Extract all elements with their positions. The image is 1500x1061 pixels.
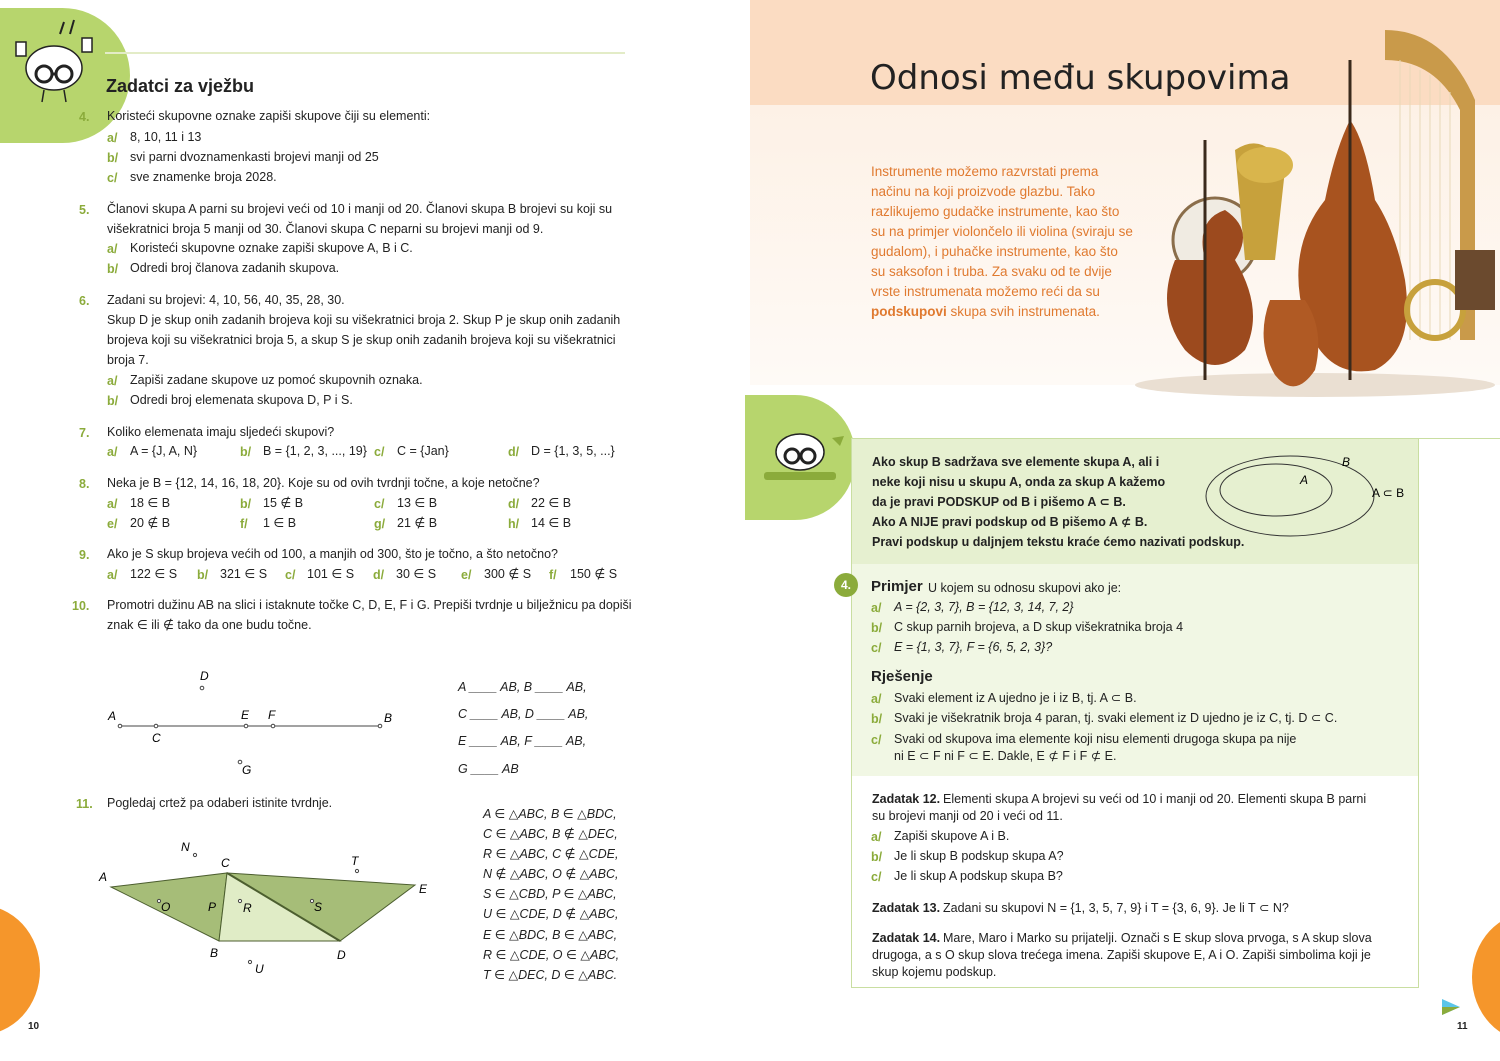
task-text: broja 7. xyxy=(107,353,149,367)
task-number: 11. xyxy=(76,797,93,811)
item-label: b/ xyxy=(871,850,883,864)
task-text: Mare, Maro i Marko su prijatelji. Označi s E skup slova prvoga, s A skup slova xyxy=(943,931,1372,945)
point-label: S xyxy=(314,900,323,914)
item-text: 1 ∈ B xyxy=(263,516,297,530)
definition-line: Ako A NIJE pravi podskup od B pišemo A ⊄ B. xyxy=(872,515,1148,529)
definition-line: neke koji nisu u skupu A, onda za skup A kažemo xyxy=(872,475,1166,489)
point-label: R xyxy=(243,901,252,915)
task-label: Zadatak 14. xyxy=(872,931,941,945)
task-text: Koristeći skupovne oznake zapiši skupove čiji su elementi: xyxy=(107,109,431,123)
item-text: B = {1, 2, 3, ..., 19} xyxy=(263,444,367,458)
orange-corner-shape-left xyxy=(0,905,40,1035)
point-label: B xyxy=(384,711,393,725)
point-label: C xyxy=(152,731,161,745)
intro-bold: podskupovi xyxy=(871,304,947,319)
item-label: a/ xyxy=(107,497,118,511)
item-label: f/ xyxy=(240,517,248,531)
statement: G ____ AB xyxy=(458,762,519,776)
point-label: A xyxy=(108,709,117,723)
statement: U ∈ △CDE, D ∉ △ABC, xyxy=(483,907,619,921)
instruments-illustration xyxy=(1115,20,1500,405)
venn-relation: A ⊂ B xyxy=(1372,486,1405,500)
statement: S ∈ △CBD, P ∈ △ABC, xyxy=(483,887,617,901)
point-label: T xyxy=(351,854,359,868)
example-text: U kojem su odnosu skupovi ako je: xyxy=(928,581,1122,595)
point-label: N xyxy=(181,840,190,854)
item-label: b/ xyxy=(107,394,119,408)
task-text: Elementi skupa A brojevi su veći od 10 i manji od 20. Elementi skupa B parni xyxy=(943,792,1367,806)
point-label: A xyxy=(99,870,108,884)
task-text: Zadani su brojevi: 4, 10, 56, 40, 35, 28, 30. xyxy=(107,293,345,307)
item-text: Zapiši skupove A i B. xyxy=(894,829,1010,843)
item-text: Koristeći skupovne oznake zapiši skupove A, B i C. xyxy=(130,241,413,255)
item-label: g/ xyxy=(374,517,386,531)
item-text: Odredi broj članova zadanih skupova. xyxy=(130,261,340,275)
page-title: Zadatci za vježbu xyxy=(106,76,255,96)
item-text: 21 ∉ B xyxy=(397,516,438,530)
item-label: a/ xyxy=(107,242,118,256)
statement: E ____ AB, F ____ AB, xyxy=(458,734,587,748)
item-label: e/ xyxy=(461,568,472,582)
statement: R ∈ △ABC, C ∉ △CDE, xyxy=(483,847,619,861)
point-label: E xyxy=(419,882,428,896)
task-text: Koliko elemenata imaju sljedeći skupovi? xyxy=(107,425,335,439)
task-text: višekratnici broja 5 manji od 30. Članovi skupa C neparni su brojevi manji od 9. xyxy=(107,222,544,236)
task-number: 9. xyxy=(79,548,90,562)
item-label: a/ xyxy=(107,374,118,388)
task-label: Zadatak 12. xyxy=(872,792,941,806)
item-label: b/ xyxy=(197,568,209,582)
statement: A ____ AB, B ____ AB, xyxy=(458,680,587,694)
item-label: b/ xyxy=(107,262,119,276)
item-label: c/ xyxy=(107,171,118,185)
item-text: 13 ∈ B xyxy=(397,496,438,510)
point-label: E xyxy=(241,708,250,722)
item-text: 20 ∉ B xyxy=(130,516,171,530)
intro-line: gudalom), i puhačke instrumente, kao što xyxy=(871,244,1118,259)
item-label: d/ xyxy=(508,445,520,459)
intro-line: načinu na koji proizvode glazbu. Tako xyxy=(871,184,1096,199)
intro-line: Instrumente možemo razvrstati prema xyxy=(871,164,1099,179)
item-label: c/ xyxy=(285,568,296,582)
item-text: Svaki od skupova ima elemente koji nisu elementi drugoga skupa pa nije xyxy=(894,732,1297,746)
venn-outer-label: B xyxy=(1342,455,1351,469)
item-text: sve znamenke broja 2028. xyxy=(130,170,277,184)
definition-rule xyxy=(1418,438,1500,439)
point-label: P xyxy=(208,900,217,914)
statement: E ∈ △BDC, B ∈ △ABC, xyxy=(483,928,618,942)
task-number: 5. xyxy=(79,203,90,217)
item-text: ni E ⊂ F ni F ⊂ E. Dakle, E ⊄ F i F ⊄ E. xyxy=(894,749,1117,763)
brain-reading-icon xyxy=(762,428,852,498)
item-label: b/ xyxy=(240,445,252,459)
task-text: Pogledaj crtež pa odaberi istinite tvrdnje. xyxy=(107,796,333,810)
item-label: a/ xyxy=(107,131,118,145)
task-text: su brojevi manji od 20 i veći od 11. xyxy=(872,809,1063,823)
orange-corner-shape-right xyxy=(1472,912,1500,1042)
point-label: D xyxy=(200,669,209,683)
statement: C ∈ △ABC, B ∉ △DEC, xyxy=(483,827,618,841)
item-text: C = {Jan} xyxy=(397,444,449,458)
task-text: Ako je S skup brojeva većih od 100, a manjih od 300, što je točno, a što netočno? xyxy=(107,547,558,561)
example-number: 4. xyxy=(834,573,858,597)
item-label: a/ xyxy=(107,568,118,582)
item-text: Je li skup B podskup skupa A? xyxy=(894,849,1064,863)
item-text: E = {1, 3, 7}, F = {6, 5, 2, 3}? xyxy=(894,640,1053,654)
task-text: Zadani su skupovi N = {1, 3, 5, 7, 9} i T = {3, 6, 9}. Je li T ⊂ N? xyxy=(943,901,1289,915)
item-text: D = {1, 3, 5, ...} xyxy=(531,444,615,458)
triangles-diagram xyxy=(95,835,440,980)
item-text: 150 ∉ S xyxy=(570,567,618,581)
item-label: b/ xyxy=(107,151,119,165)
item-label: c/ xyxy=(871,733,882,747)
intro-end: skupa svih instrumenata. xyxy=(946,304,1100,319)
point-label: D xyxy=(337,948,346,962)
item-text: 8, 10, 11 i 13 xyxy=(130,130,202,144)
brain-mascot-icon xyxy=(14,18,94,108)
item-label: b/ xyxy=(871,712,883,726)
item-label: d/ xyxy=(508,497,520,511)
task-text: Članovi skupa A parni su brojevi veći od 10 i manji od 20. Članovi skupa B brojevi su koji su xyxy=(107,202,613,216)
item-text: A = {2, 3, 7}, B = {12, 3, 14, 7, 2} xyxy=(894,600,1074,614)
item-text: A = {J, A, N} xyxy=(130,444,198,458)
statement: R ∈ △CDE, O ∈ △ABC, xyxy=(483,948,620,962)
item-label: c/ xyxy=(374,445,385,459)
definition-line: da je pravi PODSKUP od B i pišemo A ⊂ B. xyxy=(872,495,1126,509)
solution-heading: Rješenje xyxy=(871,668,933,685)
item-label: f/ xyxy=(549,568,557,582)
page-number-right: 11 xyxy=(1457,1021,1468,1032)
item-label: a/ xyxy=(871,692,882,706)
item-text: Odredi broj elemenata skupova D, P i S. xyxy=(130,393,353,407)
chapter-title: Odnosi među skupovima xyxy=(870,58,1291,98)
item-label: d/ xyxy=(373,568,385,582)
item-text: Svaki element iz A ujedno je i iz B, tj. A ⊂ B. xyxy=(894,691,1137,705)
item-text: C skup parnih brojeva, a D skup višekratnika broja 4 xyxy=(894,620,1184,634)
item-text: 30 ∈ S xyxy=(396,567,437,581)
page-number-left: 10 xyxy=(28,1021,40,1032)
point-label: G xyxy=(242,763,252,777)
intro-line: su saksofon i truba. Za svaku od te dvije xyxy=(871,264,1112,279)
item-label: c/ xyxy=(871,641,882,655)
task-number: 8. xyxy=(79,477,90,491)
statement: A ∈ △ABC, B ∈ △BDC, xyxy=(483,807,617,821)
segment-diagram xyxy=(100,660,410,780)
task-text: znak ∈ ili ∉ tako da one budu točne. xyxy=(107,618,312,632)
task-text: Promotri dužinu AB na slici i istaknute točke C, D, E, F i G. Prepiši tvrdnje u bilježnicu pa dopiši xyxy=(107,598,632,612)
item-text: Je li skup A podskup skupa B? xyxy=(894,869,1063,883)
item-label: c/ xyxy=(871,870,882,884)
item-text: 22 ∈ B xyxy=(531,496,572,510)
item-text: svi parni dvoznamenkasti brojevi manji od 25 xyxy=(130,150,379,164)
point-label: B xyxy=(210,946,219,960)
task-text: drugoga, a s O skup slova trećega imena. Zapiši skupove E, A i O. Zapiši simbolima koji je xyxy=(872,948,1371,962)
item-label: b/ xyxy=(240,497,252,511)
task-text: brojeva koji su višekratnici broja 5, a skup S je skup onih zadanih brojeva koji su višekratnici xyxy=(107,333,616,347)
item-text: 14 ∈ B xyxy=(531,516,572,530)
item-text: 122 ∈ S xyxy=(130,567,178,581)
statement: C ____ AB, D ____ AB, xyxy=(458,707,589,721)
statement: T ∈ △DEC, D ∈ △ABC. xyxy=(483,968,618,982)
definition-line: Pravi podskup u daljnjem tekstu kraće ćemo nazivati podskup. xyxy=(872,535,1245,549)
intro-line: su na primjer violončelo ili violina (sviraju se xyxy=(871,224,1133,239)
task-label: Zadatak 13. xyxy=(872,901,941,915)
item-label: a/ xyxy=(871,601,882,615)
example-heading: Primjer xyxy=(871,578,923,595)
definition-line: Ako skup B sadržava sve elemente skupa A, ali i xyxy=(872,455,1160,469)
task-number: 4. xyxy=(79,110,90,124)
item-text: Svaki je višekratnik broja 4 paran, tj. svaki element iz D ujedno je iz C, tj. D ⊂ C. xyxy=(894,711,1338,725)
venn-inner-label: A xyxy=(1300,473,1309,487)
play-logo-icon xyxy=(1440,997,1462,1017)
task-number: 7. xyxy=(79,426,90,440)
statement: N ∉ △ABC, O ∉ △ABC, xyxy=(483,867,619,881)
point-label: U xyxy=(255,962,264,976)
item-label: a/ xyxy=(107,445,118,459)
intro-line: razlikujemo gudačke instrumente, kao što xyxy=(871,204,1120,219)
item-text: 18 ∈ B xyxy=(130,496,171,510)
point-label: C xyxy=(221,856,230,870)
task-number: 6. xyxy=(79,294,90,308)
point-label: F xyxy=(268,708,276,722)
item-text: 321 ∈ S xyxy=(220,567,268,581)
intro-line: vrste instrumenata možemo reći da su xyxy=(871,284,1100,299)
task-text: skup kojemu podskup. xyxy=(872,965,997,979)
title-rule xyxy=(105,52,625,54)
item-text: 300 ∉ S xyxy=(484,567,532,581)
task-number: 10. xyxy=(72,599,90,613)
task-text: Skup D je skup onih zadanih brojeva koji su višekratnici broja 2. Skup P je skup onih zadanih xyxy=(107,313,621,327)
item-text: 15 ∉ B xyxy=(263,496,304,510)
item-text: Zapiši zadane skupove uz pomoć skupovnih oznaka. xyxy=(130,373,423,387)
item-text: 101 ∈ S xyxy=(307,567,355,581)
item-label: a/ xyxy=(871,830,882,844)
task-text: Neka je B = {12, 14, 16, 18, 20}. Koje su od ovih tvrdnji točne, a koje netočne? xyxy=(107,476,540,490)
item-label: e/ xyxy=(107,517,118,531)
item-label: c/ xyxy=(374,497,385,511)
item-label: h/ xyxy=(508,517,520,531)
venn-diagram xyxy=(1200,450,1415,540)
item-label: b/ xyxy=(871,621,883,635)
point-label: O xyxy=(161,900,171,914)
